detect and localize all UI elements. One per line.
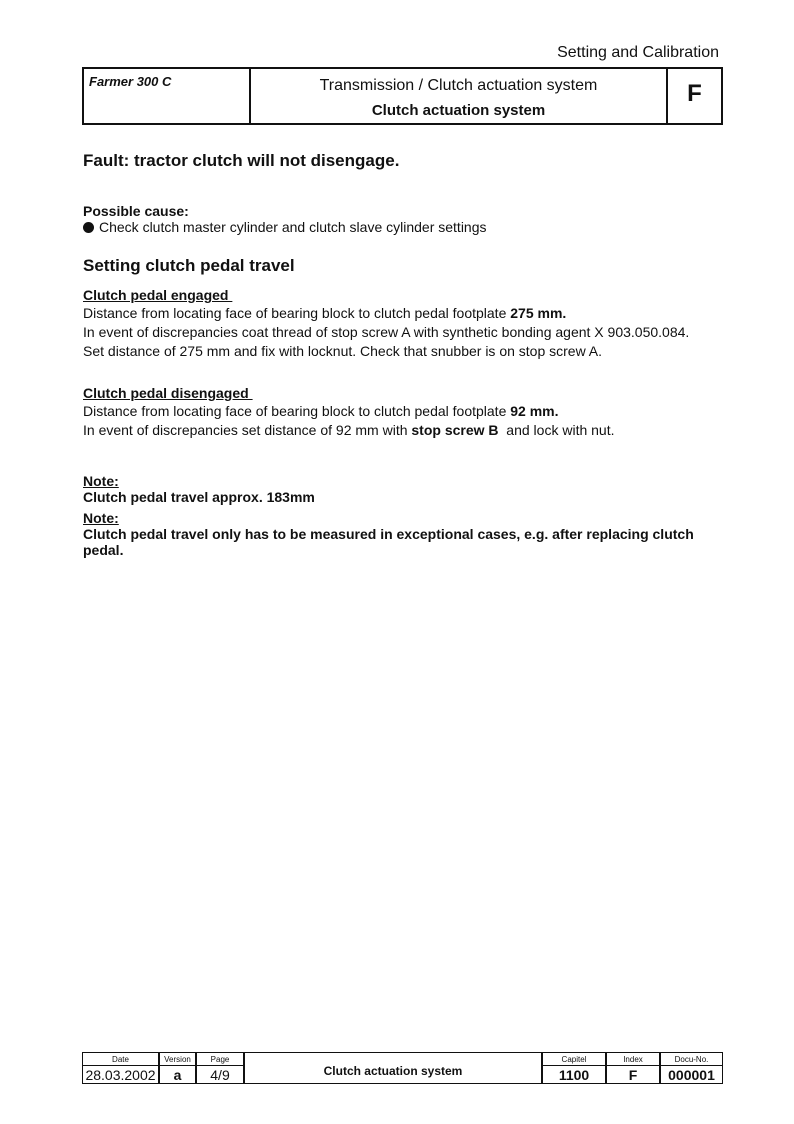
bullet-icon xyxy=(83,222,94,233)
footer-index-cell xyxy=(606,1052,660,1084)
note2-line2: pedal. xyxy=(83,542,124,558)
footer-version: a xyxy=(173,1067,182,1083)
engaged-line1-text: Distance from locating face of bearing block to clutch pedal footplate xyxy=(83,305,511,321)
setting-title: Setting clutch pedal travel xyxy=(83,256,295,275)
footer-docu-label: Docu-No. xyxy=(661,1054,722,1066)
footer-page: 4/9 xyxy=(210,1067,230,1083)
engaged-line1 xyxy=(83,305,566,321)
disengaged-heading: Clutch pedal disengaged xyxy=(83,385,253,401)
footer-date-label: Date xyxy=(83,1054,158,1066)
footer-version-cell xyxy=(159,1052,196,1084)
footer-page-label: Page xyxy=(197,1054,243,1066)
note1-label: Note: xyxy=(83,473,119,489)
footer-version-label: Version xyxy=(160,1054,195,1066)
header-title-line2: Clutch actuation system xyxy=(371,102,546,119)
footer-index-label: Index xyxy=(607,1054,659,1066)
disengaged-line2 xyxy=(83,422,614,438)
footer-title: Clutch actuation system xyxy=(323,1064,463,1078)
cause-item-text: Check clutch master cylinder and clutch slave cylinder settings xyxy=(99,219,487,235)
disengaged-line2-bold: stop screw B xyxy=(411,422,499,438)
possible-cause-label: Possible cause: xyxy=(83,203,189,219)
model-name: Farmer 300 C xyxy=(89,74,172,89)
note1-text: Clutch pedal travel approx. 183mm xyxy=(83,489,315,505)
footer-docu-cell xyxy=(660,1052,723,1084)
header-model-cell xyxy=(84,69,251,123)
footer-capitel: 1100 xyxy=(558,1067,590,1083)
engaged-line1-value: 275 mm. xyxy=(510,305,567,321)
cause-list-item xyxy=(83,219,487,235)
footer-title-cell xyxy=(244,1052,542,1084)
footer-index: F xyxy=(628,1067,638,1083)
disengaged-line2-text: In event of discrepancies set distance of 92 mm with xyxy=(83,422,412,438)
disengaged-line2-end: and lock with nut. xyxy=(498,422,615,438)
fault-title: Fault: tractor clutch will not disengage. xyxy=(83,151,400,170)
note2-line1: Clutch pedal travel only has to be measured in exceptional cases, e.g. after replacing clutch xyxy=(83,526,694,542)
header-title-cell xyxy=(251,69,668,123)
footer-capitel-label: Capitel xyxy=(543,1054,605,1066)
engaged-heading: Clutch pedal engaged xyxy=(83,287,233,303)
disengaged-line1-value: 92 mm. xyxy=(510,403,559,419)
footer-date: 28.03.2002 xyxy=(85,1067,156,1083)
header-index-cell xyxy=(668,69,721,123)
footer-date-cell xyxy=(82,1052,159,1084)
disengaged-line1 xyxy=(83,403,559,419)
document-header xyxy=(82,67,723,125)
engaged-line3: Set distance of 275 mm and fix with locknut. Check that snubber is on stop screw A. xyxy=(83,343,603,359)
disengaged-line1-text: Distance from locating face of bearing block to clutch pedal footplate xyxy=(83,403,511,419)
section-label: Setting and Calibration xyxy=(557,44,719,61)
engaged-line2: In event of discrepancies coat thread of stop screw A with synthetic bonding agent X 903.050.084. xyxy=(83,324,690,340)
footer-docu: 000001 xyxy=(668,1067,715,1083)
footer-capitel-cell xyxy=(542,1052,606,1084)
document-footer xyxy=(82,1052,723,1084)
footer-page-cell xyxy=(196,1052,244,1084)
header-index-letter: F xyxy=(687,80,702,107)
note2-label: Note: xyxy=(83,510,119,526)
header-title-line1: Transmission / Clutch actuation system xyxy=(319,77,598,94)
